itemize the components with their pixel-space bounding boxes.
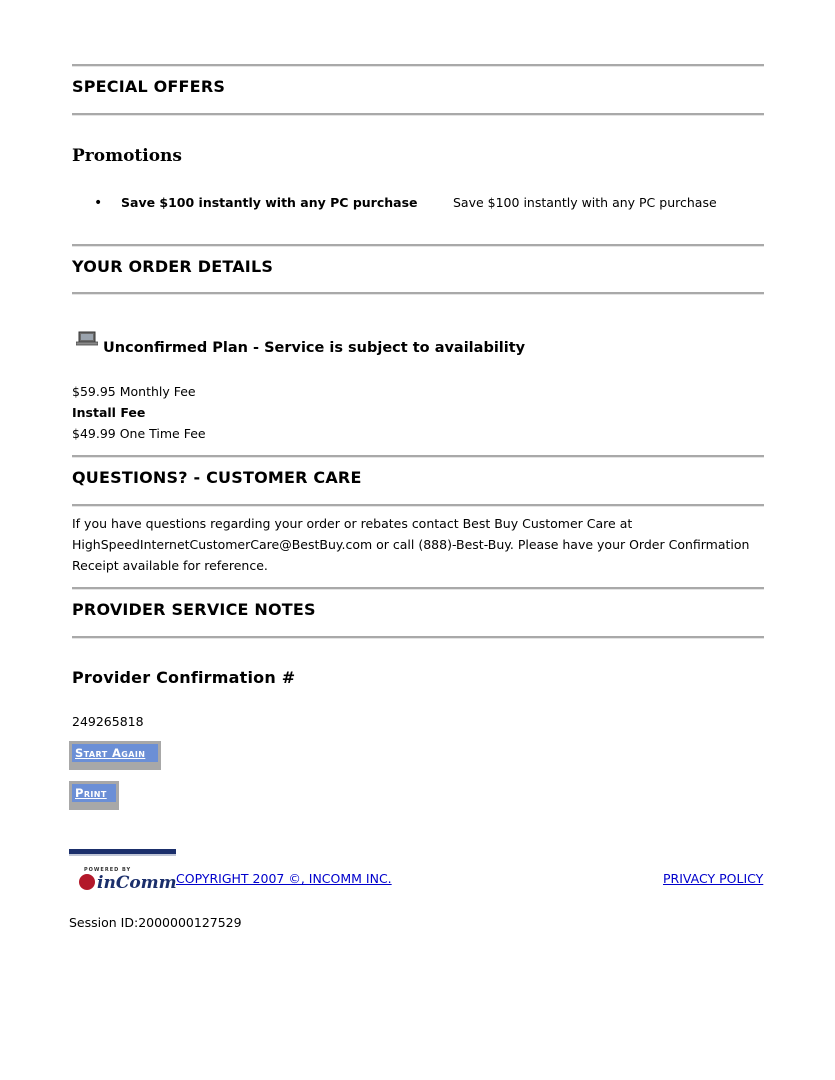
divider <box>72 504 764 507</box>
divider <box>72 587 764 590</box>
customer-care-text-line1: If you have questions regarding your order or rebates contact Best Buy Customer Care at <box>72 516 633 531</box>
customer-care-text-line3: Receipt available for reference. <box>72 558 268 573</box>
one-time-fee: $49.99 One Time Fee <box>72 426 206 441</box>
start-again-label: Start Again <box>72 744 158 762</box>
divider <box>72 455 764 458</box>
customer-care-text-line2: HighSpeedInternetCustomerCare@BestBuy.com or call (888)-Best-Buy. Please have your Order Confirmation <box>72 537 750 552</box>
start-again-button[interactable] <box>69 741 161 770</box>
bullet-icon: • <box>94 195 103 211</box>
divider <box>72 244 764 247</box>
logo-bar-accent <box>69 854 176 856</box>
promotions-heading: Promotions <box>72 146 182 166</box>
divider <box>72 113 764 116</box>
logo-wordmark: inComm <box>97 873 177 893</box>
provider-notes-heading: PROVIDER SERVICE NOTES <box>72 600 316 619</box>
promo-title: Save $100 instantly with any PC purchase <box>121 195 418 210</box>
monthly-fee: $59.95 Monthly Fee <box>72 384 196 399</box>
customer-care-heading: QUESTIONS? - CUSTOMER CARE <box>72 468 362 487</box>
privacy-policy-link[interactable]: PRIVACY POLICY <box>663 871 764 886</box>
print-label: Print <box>72 784 116 802</box>
confirmation-number: 249265818 <box>72 714 144 729</box>
install-fee-label: Install Fee <box>72 405 146 420</box>
laptop-icon <box>76 331 98 347</box>
copyright-link[interactable]: COPYRIGHT 2007 ©, INCOMM INC. <box>176 871 392 886</box>
plan-title: Unconfirmed Plan - Service is subject to availability <box>103 340 526 356</box>
confirmation-label: Provider Confirmation # <box>72 668 296 687</box>
divider <box>72 636 764 639</box>
incomm-swirl-icon <box>79 874 95 890</box>
order-details-heading: YOUR ORDER DETAILS <box>72 257 274 276</box>
divider <box>72 64 764 67</box>
incomm-logo <box>69 849 176 899</box>
logo-powered-by: POWERED BY <box>84 867 132 873</box>
session-id: Session ID:2000000127529 <box>69 915 242 930</box>
print-button[interactable] <box>69 781 119 810</box>
divider <box>72 292 764 295</box>
promo-description: Save $100 instantly with any PC purchase <box>453 195 717 210</box>
special-offers-heading: SPECIAL OFFERS <box>72 77 226 96</box>
